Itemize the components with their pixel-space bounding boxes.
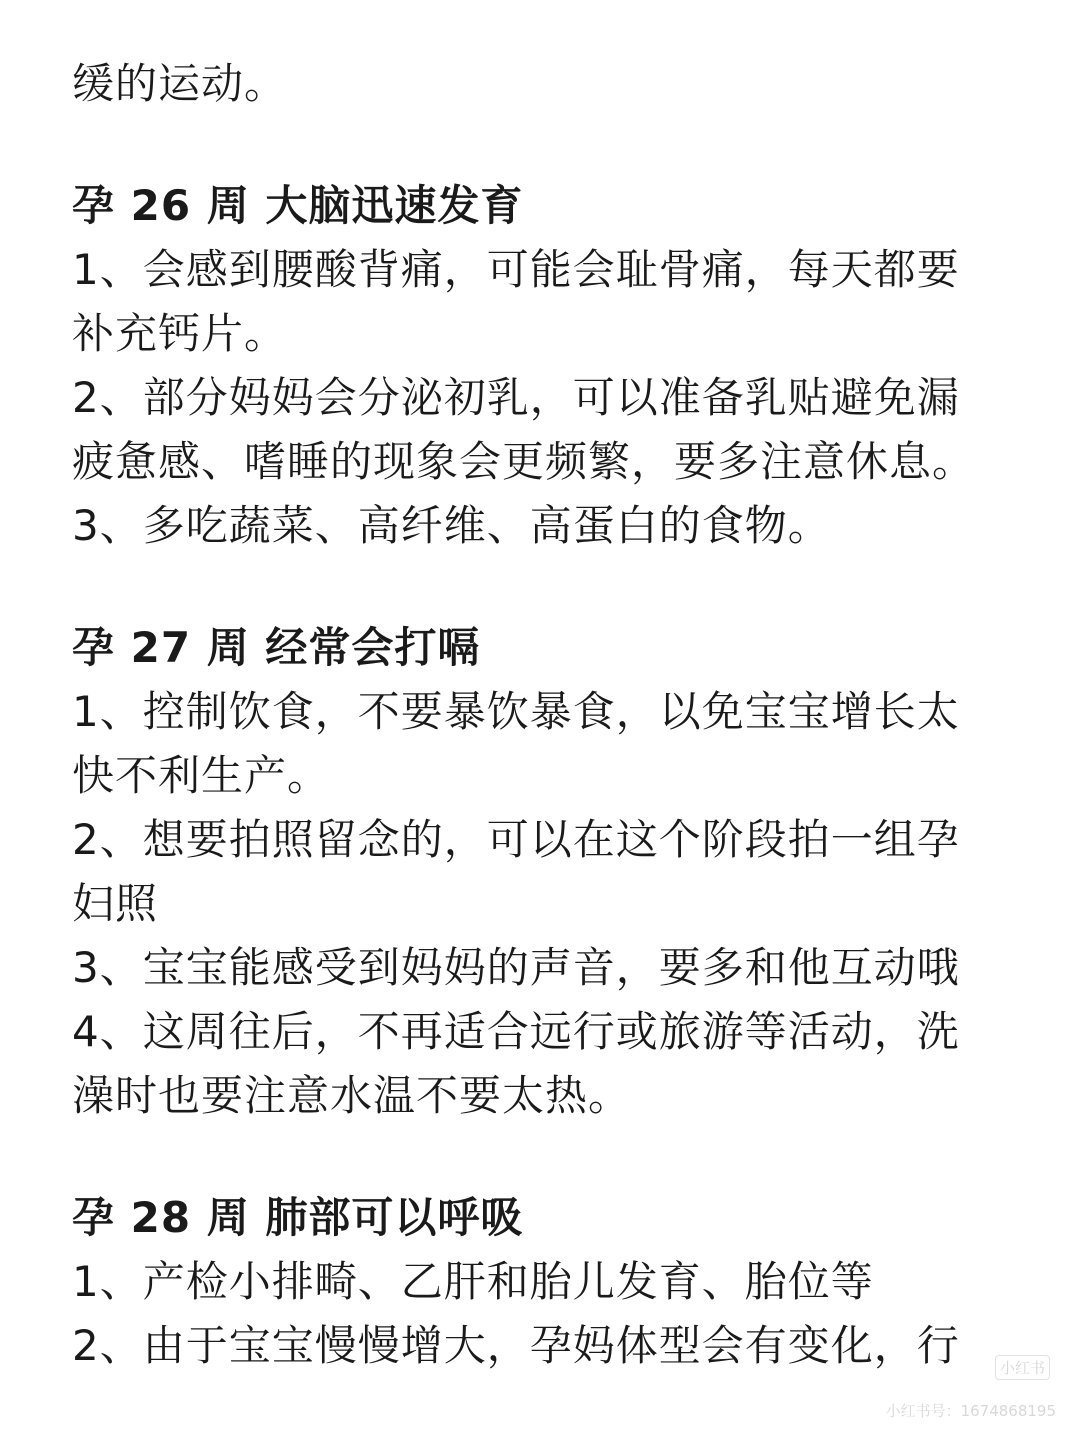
section-line: 澡时也要注意水温不要太热。: [72, 1071, 632, 1120]
watermark-id: 小红书号：1674868195: [885, 1402, 1056, 1420]
section-line: 4、这周往后，不再适合远行或旅游等活动，洗: [72, 1007, 960, 1056]
section-title: 孕 27 周 经常会打嗝: [72, 623, 481, 672]
watermark-logo: 小红书: [995, 1355, 1050, 1380]
section-line: 3、多吃蔬菜、高纤维、高蛋白的食物。: [72, 501, 831, 550]
section-line: 疲惫感、嗜睡的现象会更频繁，要多注意休息。: [72, 437, 976, 486]
section-line: 1、会感到腰酸背痛，可能会耻骨痛，每天都要: [72, 245, 960, 294]
section-gap: [72, 116, 1012, 174]
section-week-27: [72, 616, 1012, 1128]
section-line: 妇照: [72, 879, 159, 928]
section-line: 2、由于宝宝慢慢增大，孕妈体型会有变化，行: [72, 1321, 960, 1370]
section-line: 1、产检小排畸、乙肝和胎儿发育、胎位等: [72, 1257, 874, 1306]
section-line: 1、控制饮食，不要暴饮暴食，以免宝宝增长太: [72, 687, 960, 736]
article-body: [72, 52, 1012, 1378]
section-line: 补充钙片。: [72, 309, 288, 358]
section-line: 2、部分妈妈会分泌初乳，可以准备乳贴避免漏: [72, 373, 960, 422]
section-week-26: [72, 174, 1012, 558]
section-line: 快不利生产。: [72, 751, 331, 800]
section-gap: [72, 1128, 1012, 1186]
section-title: 孕 26 周 大脑迅速发育: [72, 181, 524, 230]
intro-line: 缓的运动。: [72, 59, 288, 108]
section-title: 孕 28 周 肺部可以呼吸: [72, 1193, 524, 1242]
section-line: 3、宝宝能感受到妈妈的声音，要多和他互动哦: [72, 943, 960, 992]
section-line: 2、想要拍照留念的，可以在这个阶段拍一组孕: [72, 815, 960, 864]
section-week-28: [72, 1186, 1012, 1378]
section-gap: [72, 558, 1012, 616]
